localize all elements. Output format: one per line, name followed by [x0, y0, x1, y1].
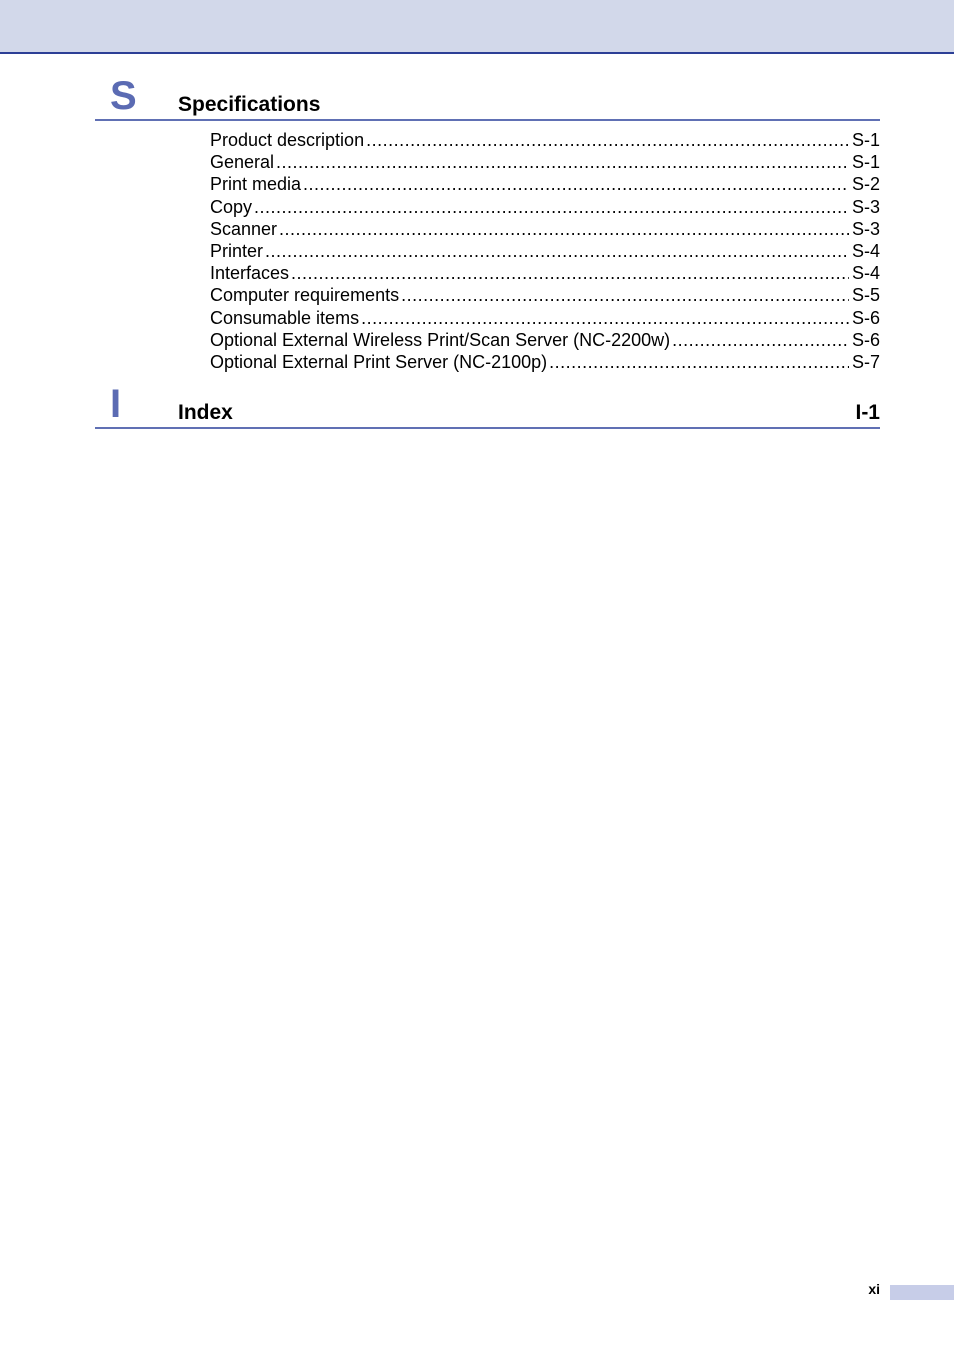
toc-entry-label: Copy [210, 196, 253, 217]
toc-entry[interactable] [210, 262, 880, 284]
toc-entry[interactable] [210, 240, 880, 262]
toc-section-index [95, 361, 880, 429]
dot-leader [366, 129, 849, 151]
toc-entry-page: S-5 [851, 285, 880, 306]
dot-leader [672, 329, 849, 351]
toc-entry-page: S-4 [851, 263, 880, 284]
toc-entry-page: S-6 [851, 329, 880, 350]
dot-leader [276, 151, 849, 173]
toc-entry-label: Interfaces [210, 263, 290, 284]
toc-entry-label: Computer requirements [210, 285, 400, 306]
section-heading [95, 53, 880, 121]
toc-entry[interactable] [210, 129, 880, 151]
dot-leader [303, 173, 849, 195]
toc-entry-page: S-7 [851, 351, 880, 372]
dot-leader [279, 218, 849, 240]
toc-entry-page: S-1 [851, 130, 880, 150]
toc-entry-page: S-2 [851, 174, 880, 195]
section-title[interactable]: Index [178, 401, 233, 424]
toc-entry-label: Print media [210, 174, 302, 195]
section-letter: I [110, 382, 122, 426]
toc-entry-page: S-3 [851, 218, 880, 239]
toc-entry-label: Optional External Print Server (NC-2100p) [210, 351, 548, 372]
toc-entry-label: Product description [210, 130, 365, 150]
footer-page-number: xi [868, 1281, 880, 1297]
footer-tab [890, 1285, 954, 1300]
dot-leader [401, 284, 849, 306]
toc-entry[interactable] [210, 196, 880, 218]
section-heading [95, 361, 880, 429]
toc-entry[interactable] [210, 173, 880, 195]
toc-entry[interactable] [210, 329, 880, 351]
section-letter: S [110, 74, 137, 118]
toc-entry[interactable] [210, 307, 880, 329]
section-page: I-1 [855, 401, 880, 424]
toc-entry-page: S-3 [851, 196, 880, 217]
header-band [0, 0, 954, 54]
toc-section-specifications [95, 53, 880, 373]
dot-leader [291, 262, 849, 284]
toc-entry-label: General [210, 152, 275, 173]
section-title[interactable]: Specifications [178, 93, 321, 116]
toc-entry-label: Optional External Wireless Print/Scan Server (NC-2200w) [210, 329, 671, 350]
toc-entry-label: Printer [210, 240, 264, 261]
toc-entry-label: Scanner [210, 218, 278, 239]
dot-leader [361, 307, 849, 329]
dot-leader [265, 240, 849, 262]
dot-leader [254, 196, 849, 218]
toc-entry[interactable] [210, 151, 880, 173]
toc-entry-label: Consumable items [210, 307, 360, 328]
toc-entry-page: S-6 [851, 307, 880, 328]
toc-entry-list [95, 129, 880, 373]
toc-entry[interactable] [210, 218, 880, 240]
toc-entry-page: S-4 [851, 240, 880, 261]
toc-entry-page: S-1 [851, 152, 880, 173]
toc-entry[interactable] [210, 284, 880, 306]
